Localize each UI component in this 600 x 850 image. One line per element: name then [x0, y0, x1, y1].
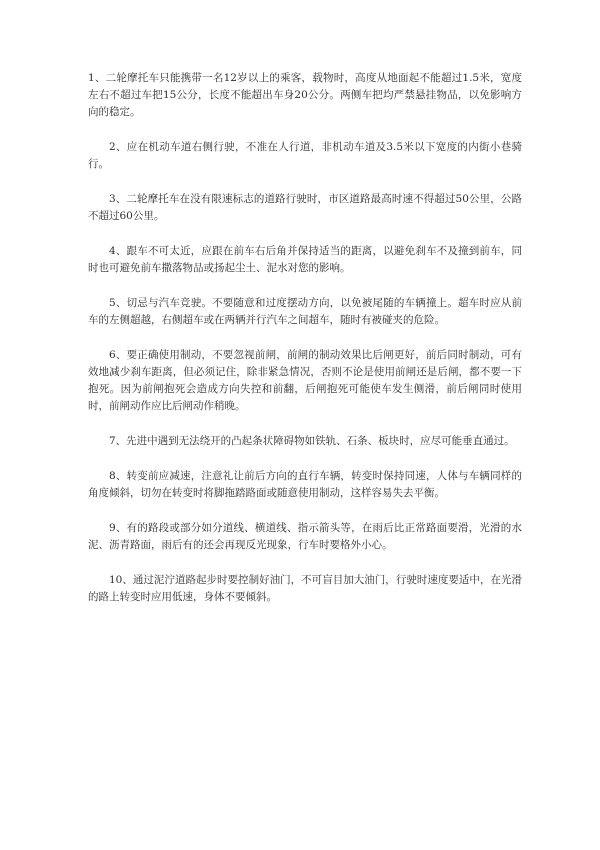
paragraph-1: 1、二轮摩托车只能携带一名12岁以上的乘客，载物时，高度从地面起不能超过1.5米，宽度左右不超过车把15公分，长度不能超出车身20公分。两侧车把均严禁悬挂物品，以免影响方向的稳定。 — [88, 72, 522, 118]
paragraph-6: 6、要正确使用制动，不要忽视前闸，前闸的制动效果比后闸更好，前后同时制动，可有效地减少刹车距离，但必须记住，除非紧急情况，否则不论是使用前闸还是后闸，都不要一下抱死。因为前闸抱死会造成方向失控和前翻，后闸抱死可能使车发生侧滑，前后闸同时使用时，前闸动作应比后闸动作稍晚。 — [88, 349, 522, 412]
paragraph-8: 8、转变前应减速，注意礼让前后方向的直行车辆，转变时保持同速，人体与车辆同样的角度倾斜，切勿在转变时将脚拖踏路面或随意使用制动，这样容易失去平衡。 — [88, 470, 522, 499]
paragraph-7: 7、先进中遇到无法绕开的凸起条状障碍物如铁轨、石条、板块时，应尽可能垂直通过。 — [109, 435, 515, 447]
paragraph-5: 5、切忌与汽车竞驶。不要随意和过度摆动方向，以免被尾随的车辆撞上。超车时应从前车的左侧超越，右侧超车或在两辆并行汽车之间超车，随时有被碰夹的危险。 — [88, 297, 522, 326]
paragraph-10: 10、通过泥泞道路起步时要控制好油门，不可盲目加大油门，行驶时速度要适中，在光滑的路上转变时应用低速，身体不要倾斜。 — [88, 574, 522, 603]
paragraph-4: 4、跟车不可太近，应跟在前车右后角并保持适当的距离，以避免刹车不及撞到前车，同时也可避免前车撒落物品或扬起尘土、泥水对您的影响。 — [88, 245, 522, 274]
paragraph-3: 3、二轮摩托车在没有限速标志的道路行驶时，市区道路最高时速不得超过50公里，公路不超过60公里。 — [88, 193, 522, 222]
paragraph-9: 9、有的路段或部分如分道线、横道线、指示箭头等，在雨后比正常路面要滑，光滑的水泥、沥青路面，雨后有的还会再现反光现象，行车时要格外小心。 — [88, 522, 522, 551]
paragraph-2: 2、应在机动车道右侧行驶，不准在人行道，非机动车道及3.5米以下宽度的内街小巷骑行。 — [88, 141, 522, 170]
document-body — [88, 70, 522, 624]
